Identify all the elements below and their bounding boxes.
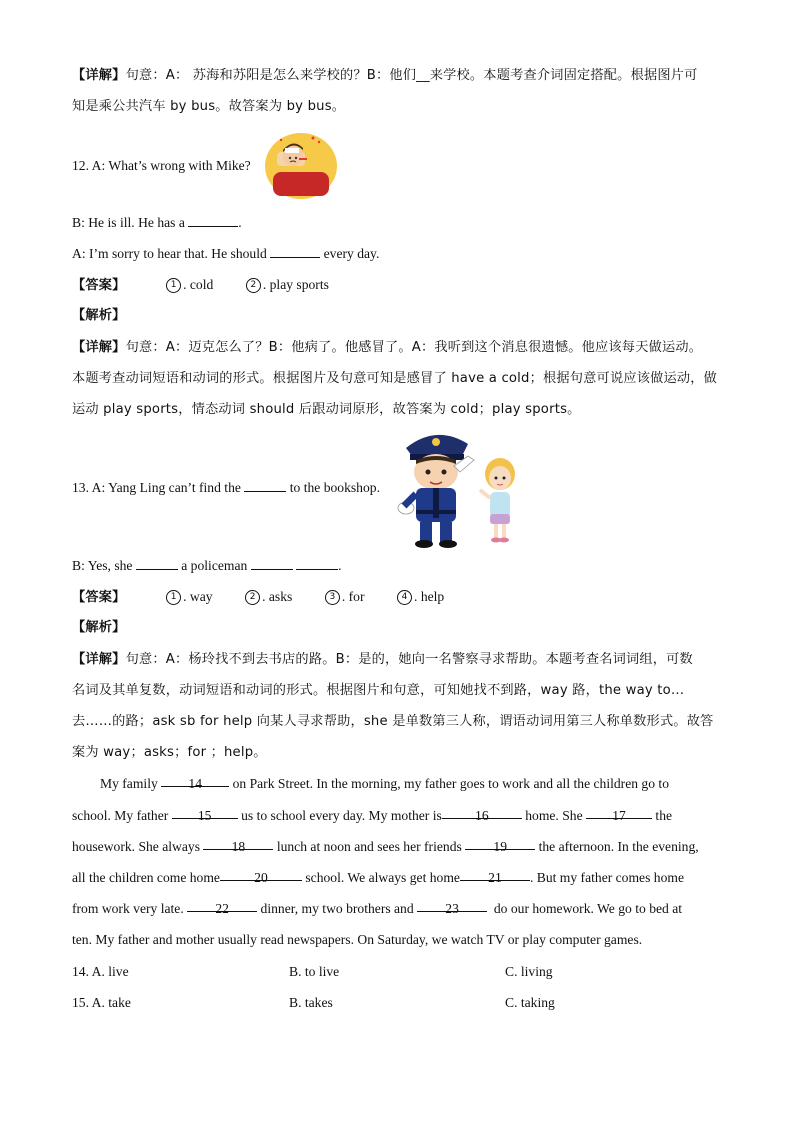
- q12-analysis-tag: 【解析】: [72, 308, 126, 323]
- passage-text: the afternoon. In the evening,: [538, 839, 699, 854]
- passage-text: school. My father: [72, 808, 169, 823]
- sick-boy-in-bed-illustration: [263, 128, 339, 200]
- q11-detail-line-2: 知是乘公共汽车 by bus。故答案为 by bus。: [72, 99, 346, 114]
- q15-option-c: C. taking: [505, 995, 555, 1010]
- answer-1: . way: [183, 589, 213, 604]
- passage-text: school. We always get home: [305, 870, 460, 885]
- blank: [296, 557, 338, 570]
- q13-prompt: [72, 478, 380, 498]
- blank-16: 16: [442, 806, 522, 819]
- blank: [136, 557, 178, 570]
- blank: [251, 557, 293, 570]
- passage-text: from work very late.: [72, 901, 184, 916]
- blank-22: 22: [187, 899, 257, 912]
- circle-number: 2: [246, 278, 261, 293]
- blank-14: 14: [161, 774, 229, 787]
- q12-answer-line: [72, 275, 329, 296]
- passage-text: the: [655, 808, 673, 823]
- q14-option-b: B. to live: [289, 964, 340, 979]
- detail-text: 句意：A： 苏海和苏阳是怎么来学校的？B：他们__来学校。本题考查介词固定搭配。根据图片可: [125, 68, 698, 83]
- passage-text: us to school every day. My mother is: [241, 808, 442, 823]
- q13-b-text-1: B: Yes, she: [72, 558, 133, 573]
- q13-b-text-2: a policeman: [181, 558, 248, 573]
- q12-b-text-2: .: [238, 215, 242, 230]
- q12-detail-line-2: 本题考查动词短语和动词的形式。根据图片及句意可知是感冒了 have a cold；根据句意可说应该做运动，做: [72, 371, 718, 386]
- q15-option-b: B. takes: [289, 995, 333, 1010]
- q12-detail-line-1: [72, 338, 702, 358]
- q13-detail-line-4: 案为 way；asks；for ；help。: [72, 745, 267, 760]
- q12-line-a: [72, 244, 379, 264]
- detail-tag: 【详解】: [72, 340, 126, 355]
- blank-17: 17: [586, 806, 652, 819]
- answer-3: . for: [341, 589, 365, 604]
- passage-line-5: [72, 899, 682, 919]
- detail-tag: 【详解】: [72, 652, 126, 667]
- detail-text: 句意：A：杨玲找不到去书店的路。B：是的，她向一名警察寻求帮助。本题考查名词词组，可数: [125, 652, 693, 667]
- answer-2: . play sports: [262, 277, 329, 292]
- circle-number: 4: [397, 590, 412, 605]
- circle-number: 3: [325, 590, 340, 605]
- q12-a-text-1: A: I’m sorry to hear that. He should: [72, 246, 267, 261]
- blank-21: 21: [460, 868, 530, 881]
- blank: [188, 214, 238, 227]
- passage-text: My family: [100, 776, 158, 791]
- q13-b-text-3: .: [338, 558, 342, 573]
- q14-option-c: C. living: [505, 964, 553, 979]
- answer-2: . asks: [262, 589, 293, 604]
- passage-line-3: [72, 837, 699, 857]
- passage-line-6: ten. My father and mother usually read newspapers. On Saturday, we watch TV or play computer games.: [72, 932, 643, 947]
- blank-15: 15: [172, 806, 238, 819]
- blank-23: 23: [417, 899, 487, 912]
- detail-text: 句意：A：迈克怎么了？B：他病了。他感冒了。A：我听到这个消息很遗憾。他应该每天做运动。: [125, 340, 703, 355]
- passage-text: . But my father comes home: [529, 870, 684, 885]
- q13-detail-line-3: 去……的路；ask sb for help 向某人寻求帮助，she 是单数第三人称，谓语动词用第三人称单数形式。故答: [72, 714, 714, 729]
- q13-prompt-text-2: to the bookshop.: [289, 480, 380, 495]
- q11-detail-line-1: [72, 66, 698, 86]
- q13-prompt-text-1: 13. A: Yang Ling can’t find the: [72, 480, 241, 495]
- passage-text: dinner, my two brothers and: [260, 901, 414, 916]
- q13-detail-line-2: 名词及其单复数，动词短语和动词的形式。根据图片和句意，可知她找不到路，way 路，the way to…: [72, 683, 685, 698]
- q12-a-text-2: every day.: [323, 246, 380, 261]
- circle-number: 2: [245, 590, 260, 605]
- passage-line-4: [72, 868, 684, 888]
- q12-b-text-1: B: He is ill. He has a: [72, 215, 185, 230]
- passage-text: lunch at noon and sees her friends: [276, 839, 462, 854]
- passage-text: home. She: [525, 808, 583, 823]
- q13-analysis-tag: 【解析】: [72, 620, 126, 635]
- answer-1: . cold: [183, 277, 214, 292]
- passage-line-2: [72, 806, 672, 826]
- answer-tag: 【答案】: [72, 278, 126, 293]
- q12-prompt: 12. A: What’s wrong with Mike?: [72, 158, 251, 173]
- detail-tag: 【详解】: [72, 68, 126, 83]
- policeman-and-girl-illustration: [396, 426, 520, 550]
- answer-4: . help: [414, 589, 445, 604]
- q14-option-a: 14. A. live: [72, 964, 129, 979]
- passage-text: on Park Street. In the morning, my father goes to work and all the children go to: [232, 776, 670, 791]
- blank-19: 19: [465, 837, 535, 850]
- q13-detail-line-1: [72, 650, 693, 670]
- circle-number: 1: [166, 278, 181, 293]
- blank: [244, 479, 286, 492]
- blank-18: 18: [203, 837, 273, 850]
- passage-line-1: [100, 774, 669, 794]
- q15-option-a: 15. A. take: [72, 995, 131, 1010]
- q13-answer-line: [72, 587, 444, 608]
- q12-detail-line-3: 运动 play sports，情态动词 should 后跟动词原形，故答案为 cold；play sports。: [72, 402, 581, 417]
- passage-text: all the children come home: [72, 870, 220, 885]
- blank: [270, 245, 320, 258]
- answer-tag: 【答案】: [72, 590, 126, 605]
- passage-text: do our homework. We go to bed at: [493, 901, 683, 916]
- circle-number: 1: [166, 590, 181, 605]
- blank-20: 20: [220, 868, 302, 881]
- q13-line-b: [72, 556, 342, 576]
- passage-text: housework. She always: [72, 839, 200, 854]
- q12-line-b: [72, 213, 242, 233]
